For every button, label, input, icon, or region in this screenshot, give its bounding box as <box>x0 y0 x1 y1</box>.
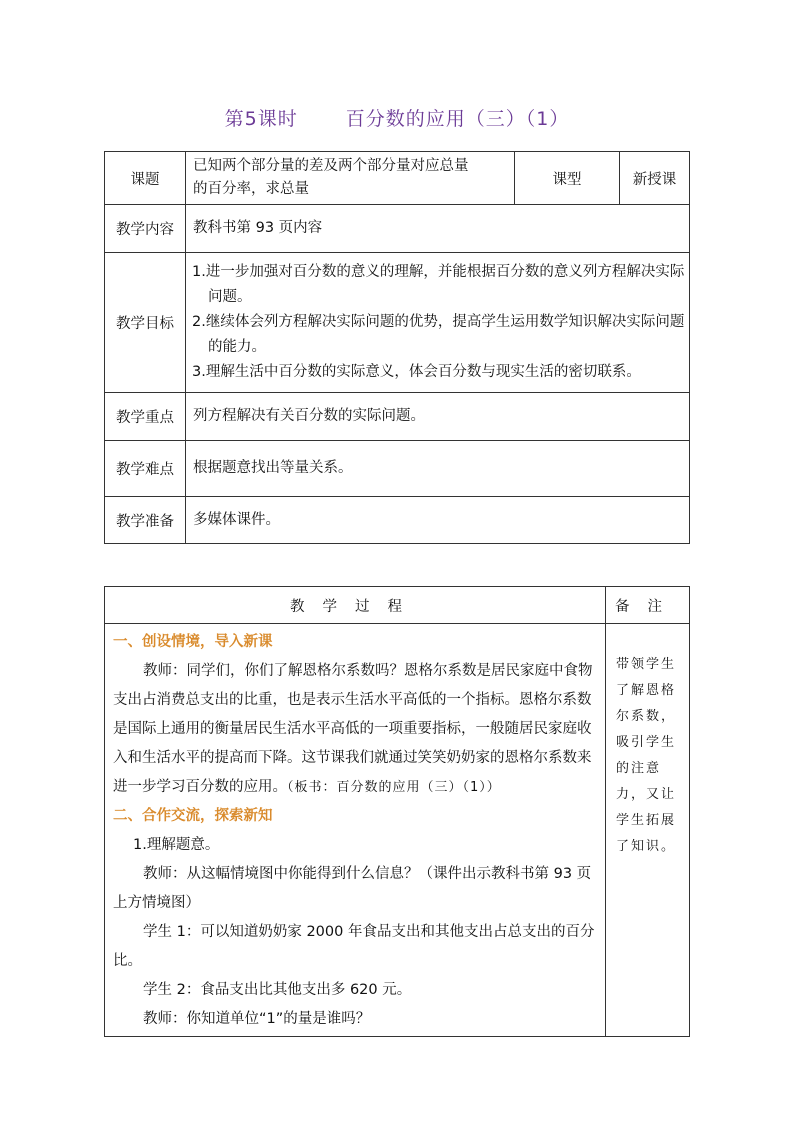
lesson-topic: 百分数的应用（三）（1） <box>345 108 570 130</box>
side-note: 带领学生了解恩格尔系数，吸引学生的注意力，又让学生拓展了知识。 <box>606 624 690 1037</box>
difficulty-label: 教学难点 <box>105 441 186 497</box>
topic-line-2: 的百分率，求总量 <box>193 181 309 197</box>
step-heading: 1.理解题意。 <box>133 837 220 853</box>
goal-item: 2.继续体会列方程解决实际问题的优势，提高学生运用数学知识解决实际问题的能力。 <box>192 314 685 355</box>
process-header-row <box>105 587 690 624</box>
paragraph: 学生 1：可以知道奶奶家 2000 年食品支出和其他支出占总支出的百分比。 <box>113 924 595 969</box>
topic-row <box>105 152 690 205</box>
topic-label: 课题 <box>105 152 186 205</box>
content-value: 教科书第 93 页内容 <box>186 205 690 253</box>
difficulty-row <box>105 441 690 497</box>
board-note: （板书：百分数的应用（三）（1）） <box>287 780 501 795</box>
process-body-row <box>105 624 690 1037</box>
goal-item: 1.进一步加强对百分数的意义的理解，并能根据百分数的意义列方程解决实际问题。 <box>192 264 685 305</box>
lesson-info-table <box>104 151 690 544</box>
content-label: 教学内容 <box>105 205 186 253</box>
goal-item: 3.理解生活中百分数的实际意义，体会百分数与现实生活的密切联系。 <box>192 364 641 380</box>
paragraph: 教师：你知道单位“1”的量是谁吗？ <box>143 1011 371 1027</box>
prep-label: 教学准备 <box>105 497 186 544</box>
paragraph: 教师：从这幅情境图中你能得到什么信息？（课件出示教科书第 93 页上方情境图） <box>113 866 592 911</box>
key-label: 教学重点 <box>105 393 186 441</box>
paragraph: 学生 2：食品支出比其他支出多 620 元。 <box>143 982 412 998</box>
difficulty-value: 根据题意找出等量关系。 <box>186 441 690 497</box>
key-row <box>105 393 690 441</box>
paragraph: 教师：同学们，你们了解恩格尔系数吗？恩格尔系数是居民家庭中食物支出占消费总支出的比重，也是表示生活水平高低的一个指标。恩格尔系数是国际上通用的衡量居民生活水平高低的一项重要指标，一般随居民家庭收入和生活水平的提高而下降。这节课我们就通过笑笑奶奶家的恩格尔系数来进一步学习百分数的应用。（板书：百分数的应用（三）（1）） <box>113 663 593 795</box>
goals-list <box>186 253 690 393</box>
key-value: 列方程解决有关百分数的实际问题。 <box>186 393 690 441</box>
topic-line-1: 已知两个部分量的差及两个部分量对应总量 <box>193 158 469 174</box>
section-heading: 二、合作交流，探索新知 <box>113 808 273 824</box>
type-label: 课型 <box>515 152 620 205</box>
content-row <box>105 205 690 253</box>
prep-row <box>105 497 690 544</box>
prep-value: 多媒体课件。 <box>186 497 690 544</box>
goals-label: 教学目标 <box>105 253 186 393</box>
goals-row <box>105 253 690 393</box>
type-value: 新授课 <box>620 152 690 205</box>
section-heading: 一、创设情境，导入新课 <box>113 634 273 650</box>
lesson-number: 第5课时 <box>224 108 298 130</box>
topic-value <box>186 152 515 205</box>
page-title <box>0 104 794 131</box>
process-header: 教学过程 <box>105 587 606 624</box>
process-content <box>105 624 606 1037</box>
teaching-process-table <box>104 586 690 1037</box>
notes-header: 备注 <box>606 587 690 624</box>
